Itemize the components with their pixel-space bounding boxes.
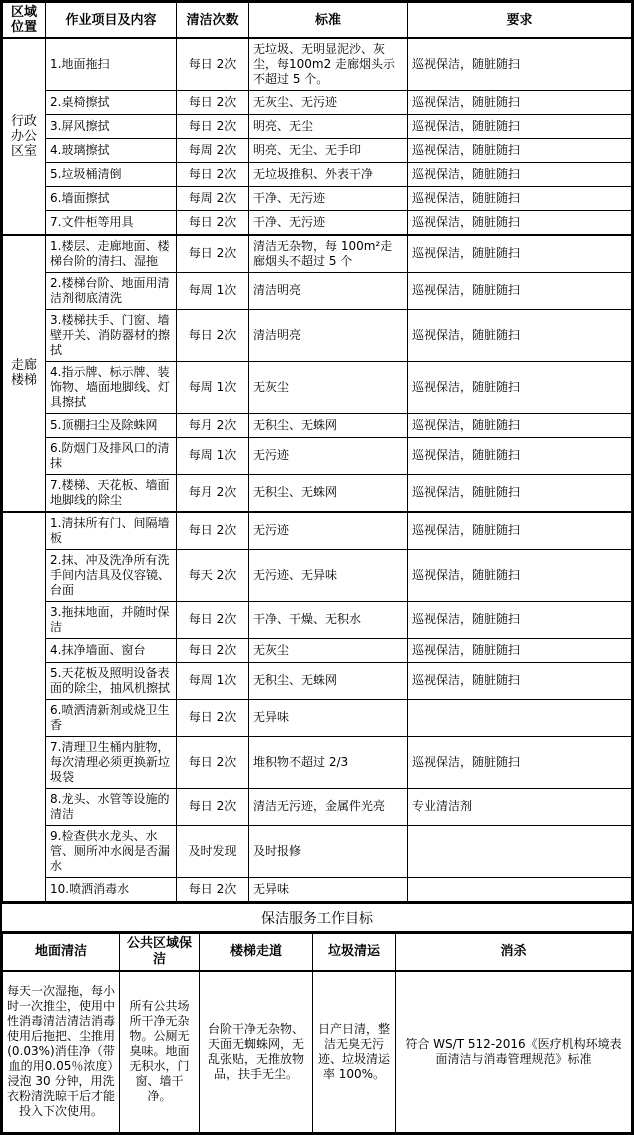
standard-cell: 清洁明亮 xyxy=(249,309,408,361)
frequency-cell: 及时发现 xyxy=(177,825,249,877)
work-item-cell: 7.楼梯、天花板、墙面地脚线的除尘 xyxy=(46,474,177,512)
table-row xyxy=(3,309,632,361)
table-row xyxy=(3,361,632,413)
area-cell-label: 走廊楼梯 xyxy=(11,358,38,388)
column-header-2: 清洁次数 xyxy=(177,3,249,39)
work-item-cell: 4.指示牌、标示牌、装饰物、墙面地脚线、灯具擦拭 xyxy=(46,361,177,413)
requirement-cell: 巡视保洁，随脏随扫 xyxy=(408,139,632,163)
table-row xyxy=(3,272,632,309)
frequency-cell: 每日 2次 xyxy=(177,38,249,91)
work-item-cell: 1.楼层、走廊地面、楼梯台阶的清扫、湿拖 xyxy=(46,235,177,273)
frequency-cell: 每周 2次 xyxy=(177,187,249,211)
requirement-cell: 巡视保洁，随脏随扫 xyxy=(408,361,632,413)
frequency-cell: 每日 2次 xyxy=(177,736,249,788)
frequency-cell: 每日 2次 xyxy=(177,211,249,235)
frequency-cell: 每周 2次 xyxy=(177,139,249,163)
goal-header-cell-1-label: 公共区域保洁 xyxy=(126,935,192,967)
work-item-cell: 3.拖抹地面，并随时保洁 xyxy=(46,601,177,638)
requirement-cell: 巡视保洁，随脏随扫 xyxy=(408,235,632,273)
requirement-cell: 巡视保洁，随脏随扫 xyxy=(408,115,632,139)
standard-cell: 无灰尘 xyxy=(249,638,408,662)
work-item-cell: 5.天花板及照明设备表面的除尘，抽风机擦拭 xyxy=(46,662,177,699)
work-item-cell: 2.抹、冲及洗净所有洗手间内洁具及仪容镜、台面 xyxy=(46,549,177,601)
frequency-cell: 每日 2次 xyxy=(177,512,249,550)
goal-header-cell-4 xyxy=(396,933,632,971)
work-item-cell: 7.清理卫生桶内脏物，每次清理必须更换新垃圾袋 xyxy=(46,736,177,788)
work-item-cell: 7.文件柜等用具 xyxy=(46,211,177,235)
table-row xyxy=(3,413,632,437)
frequency-cell: 每日 2次 xyxy=(177,877,249,901)
standard-cell: 无垃圾、无明显泥沙、灰尘，每100m2 走廊烟头示不超过 5 个。 xyxy=(249,38,408,91)
goal-header-cell-3-label: 垃圾清运 xyxy=(327,943,380,959)
table-row xyxy=(3,437,632,474)
frequency-cell: 每日 2次 xyxy=(177,91,249,115)
goal-content-cell-2: 台阶干净无杂物、天面无蜘蛛网，无乱张贴，无推放物品，扶手无尘。 xyxy=(200,971,313,1133)
work-item-cell: 5.顶棚扫尘及除蛛网 xyxy=(46,413,177,437)
standard-cell: 无灰尘 xyxy=(249,361,408,413)
column-header-1: 作业项目及内容 xyxy=(46,3,177,39)
table-row xyxy=(3,91,632,115)
frequency-cell: 每周 1次 xyxy=(177,361,249,413)
goals-content-row xyxy=(3,971,632,1133)
goal-content-cell-3: 日产日清，整洁无臭无污迹、垃圾清运率 100%。 xyxy=(313,971,396,1133)
goal-content-cell-4: 符合 WS/T 512-2016《医疗机构环境表面清洁与消毒管理规范》标准 xyxy=(396,971,632,1133)
area-cell-label: 行政办公区室 xyxy=(11,113,38,159)
requirement-cell: 巡视保洁，随脏随扫 xyxy=(408,272,632,309)
table-row xyxy=(3,163,632,187)
standard-cell: 清洁明亮 xyxy=(249,272,408,309)
frequency-cell: 每天 2次 xyxy=(177,549,249,601)
frequency-cell: 每日 2次 xyxy=(177,115,249,139)
table-row xyxy=(3,235,632,273)
cleaning-schedule-table xyxy=(2,2,632,902)
frequency-cell: 每月 2次 xyxy=(177,413,249,437)
column-header-4: 要求 xyxy=(408,3,632,39)
requirement-cell: 巡视保洁，随脏随扫 xyxy=(408,736,632,788)
area-cell xyxy=(3,235,46,512)
requirement-cell xyxy=(408,825,632,877)
standard-cell: 无积尘、无蛛网 xyxy=(249,474,408,512)
standard-cell: 明亮、无尘、无手印 xyxy=(249,139,408,163)
standard-cell: 干净、无污迹 xyxy=(249,211,408,235)
table-row xyxy=(3,736,632,788)
standard-cell: 无异味 xyxy=(249,877,408,901)
table-row xyxy=(3,115,632,139)
goal-header-cell-2-label: 楼梯走道 xyxy=(229,943,282,959)
goal-header-cell-2 xyxy=(200,933,313,971)
table-row xyxy=(3,211,632,235)
standard-cell: 及时报修 xyxy=(249,825,408,877)
standard-cell: 无污迹、无异味 xyxy=(249,549,408,601)
requirement-cell: 巡视保洁，随脏随扫 xyxy=(408,211,632,235)
frequency-cell: 每月 2次 xyxy=(177,474,249,512)
goal-header-cell-0 xyxy=(3,933,120,971)
work-item-cell: 4.抹净墙面、窗台 xyxy=(46,638,177,662)
work-item-cell: 1.清抹所有门、间隔墙板 xyxy=(46,512,177,550)
area-cell xyxy=(3,38,46,235)
table-row xyxy=(3,638,632,662)
standard-cell: 干净、干燥、无积水 xyxy=(249,601,408,638)
table-row xyxy=(3,139,632,163)
work-item-cell: 5.垃圾桶清倒 xyxy=(46,163,177,187)
goal-header-cell-3 xyxy=(313,933,396,971)
work-item-cell: 8.龙头、水管等设施的清洁 xyxy=(46,788,177,825)
requirement-cell: 巡视保洁，随脏随扫 xyxy=(408,512,632,550)
standard-cell: 无垃圾推积、外表干净 xyxy=(249,163,408,187)
requirement-cell: 巡视保洁，随脏随扫 xyxy=(408,662,632,699)
goals-table xyxy=(2,933,632,1134)
standard-cell: 无灰尘、无污迹 xyxy=(249,91,408,115)
requirement-cell: 巡视保洁，随脏随扫 xyxy=(408,38,632,91)
table-row xyxy=(3,549,632,601)
requirement-cell: 巡视保洁，随脏随扫 xyxy=(408,549,632,601)
standard-cell: 无污迹 xyxy=(249,437,408,474)
requirement-cell: 巡视保洁，随脏随扫 xyxy=(408,91,632,115)
table-header-row xyxy=(3,3,632,39)
goal-header-cell-1 xyxy=(120,933,200,971)
work-item-cell: 3.楼梯扶手、门窗、墙壁开关、消防器材的擦拭 xyxy=(46,309,177,361)
work-item-cell: 6.墙面擦拭 xyxy=(46,187,177,211)
work-item-cell: 6.防烟门及排风口的清抹 xyxy=(46,437,177,474)
table-row xyxy=(3,788,632,825)
table-row xyxy=(3,699,632,736)
frequency-cell: 每日 2次 xyxy=(177,788,249,825)
column-header-0-label: 区域位置 xyxy=(11,5,38,35)
table-row xyxy=(3,512,632,550)
standard-cell: 无异味 xyxy=(249,699,408,736)
goal-content-cell-1: 所有公共场所干净无杂物。公厕无臭味。地面无积水，门窗、墙干净。 xyxy=(120,971,200,1133)
requirement-cell: 巡视保洁，随脏随扫 xyxy=(408,474,632,512)
frequency-cell: 每日 2次 xyxy=(177,309,249,361)
frequency-cell: 每日 2次 xyxy=(177,163,249,187)
table-row xyxy=(3,474,632,512)
work-item-cell: 9.检查供水龙头、水管、厕所冲水阀是否漏水 xyxy=(46,825,177,877)
frequency-cell: 每周 1次 xyxy=(177,272,249,309)
requirement-cell xyxy=(408,877,632,901)
table-row xyxy=(3,601,632,638)
column-header-0 xyxy=(3,3,46,39)
requirement-cell: 巡视保洁，随脏随扫 xyxy=(408,309,632,361)
table-row xyxy=(3,662,632,699)
goals-header-row xyxy=(3,933,632,971)
table-row xyxy=(3,877,632,901)
requirement-cell xyxy=(408,699,632,736)
work-item-cell: 10.喷洒消毒水 xyxy=(46,877,177,901)
frequency-cell: 每周 1次 xyxy=(177,437,249,474)
standard-cell: 无污迹 xyxy=(249,512,408,550)
frequency-cell: 每日 2次 xyxy=(177,699,249,736)
area-cell xyxy=(3,512,46,902)
standard-cell: 干净、无污迹 xyxy=(249,187,408,211)
requirement-cell: 巡视保洁，随脏随扫 xyxy=(408,163,632,187)
requirement-cell: 巡视保洁，随脏随扫 xyxy=(408,601,632,638)
work-item-cell: 4.玻璃擦拭 xyxy=(46,139,177,163)
standard-cell: 无积尘、无蛛网 xyxy=(249,413,408,437)
work-item-cell: 3.屏风擦拭 xyxy=(46,115,177,139)
requirement-cell: 巡视保洁，随脏随扫 xyxy=(408,437,632,474)
goal-content-cell-0: 每天一次湿拖，每小时一次推尘，使用中性消毒清洁清洁消毒使用后拖把、尘推用 (0.03%)消佳净（带血的用0.05％浓度）浸泡 30 分钟，用洗衣粉清洗晾干后才能投入下次使用。 xyxy=(3,971,120,1133)
frequency-cell: 每日 2次 xyxy=(177,601,249,638)
requirement-cell: 巡视保洁，随脏随扫 xyxy=(408,187,632,211)
standard-cell: 明亮、无尘 xyxy=(249,115,408,139)
frequency-cell: 每日 2次 xyxy=(177,235,249,273)
work-item-cell: 2.桌椅擦拭 xyxy=(46,91,177,115)
table-row xyxy=(3,38,632,91)
standard-cell: 清洁无污迹，金属件光亮 xyxy=(249,788,408,825)
requirement-cell: 专业清洁剂 xyxy=(408,788,632,825)
requirement-cell: 巡视保洁，随脏随扫 xyxy=(408,638,632,662)
work-item-cell: 6.喷洒清新剂或烧卫生香 xyxy=(46,699,177,736)
goal-header-cell-4-label: 消杀 xyxy=(500,943,527,959)
work-item-cell: 2.楼梯台阶、地面用清洁剂彻底清洗 xyxy=(46,272,177,309)
work-item-cell: 1.地面拖扫 xyxy=(46,38,177,91)
goals-section-title: 保洁服务工作目标 xyxy=(2,902,632,933)
frequency-cell: 每日 2次 xyxy=(177,638,249,662)
table-row xyxy=(3,825,632,877)
goal-header-cell-0-label: 地面清洁 xyxy=(34,943,87,959)
table-row xyxy=(3,187,632,211)
standard-cell: 清洁无杂物，每 100m²走廊烟头不超过 5 个 xyxy=(249,235,408,273)
frequency-cell: 每周 1次 xyxy=(177,662,249,699)
requirement-cell: 巡视保洁，随脏随扫 xyxy=(408,413,632,437)
standard-cell: 堆积物不超过 2/3 xyxy=(249,736,408,788)
column-header-3: 标准 xyxy=(249,3,408,39)
standard-cell: 无积尘、无蛛网 xyxy=(249,662,408,699)
